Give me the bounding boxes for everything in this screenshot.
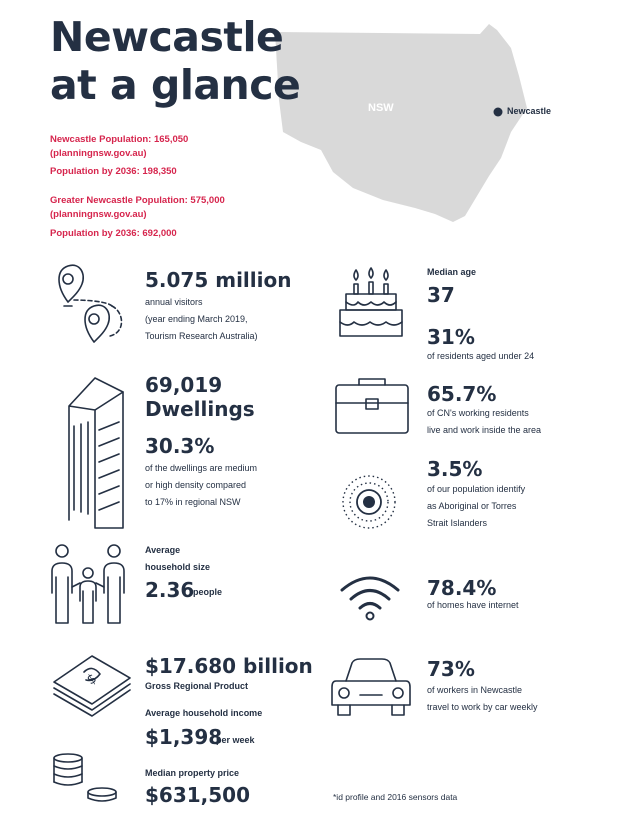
income-value: $1,398 xyxy=(145,725,223,749)
age-pct: 31% xyxy=(427,325,475,349)
target-icon xyxy=(337,470,401,534)
map-state-label: NSW xyxy=(368,102,394,114)
map-city-label: Newcastle xyxy=(507,106,552,116)
briefcase-icon xyxy=(333,375,411,437)
car-line2: travel to work by car weekly xyxy=(427,702,538,712)
dwellings-pct: 30.3% xyxy=(145,434,215,458)
aboriginal-line2: as Aboriginal or Torres xyxy=(427,501,517,511)
work-line1: of CN's working residents xyxy=(427,408,529,418)
population-line5: (planningnsw.gov.au) xyxy=(50,209,147,220)
internet-label: of homes have internet xyxy=(427,600,519,610)
internet-value: 78.4% xyxy=(427,576,497,600)
svg-text:$: $ xyxy=(84,671,100,689)
coins-icon xyxy=(50,752,120,802)
newcastle-dot xyxy=(494,108,503,117)
footnote: *id profile and 2016 sensors data xyxy=(333,792,458,802)
visitors-value: 5.075 million xyxy=(145,268,292,292)
population-line6: Population by 2036: 692,000 xyxy=(50,228,177,239)
age-pct-label: of residents aged under 24 xyxy=(427,351,535,361)
work-line2: live and work inside the area xyxy=(427,425,542,435)
age-label: Median age xyxy=(427,267,477,277)
household-value: 2.36 xyxy=(145,578,195,602)
grp-label: Gross Regional Product xyxy=(145,681,249,691)
population-line1: Newcastle Population: 165,050 xyxy=(50,134,189,145)
visitors-line3: Tourism Research Australia) xyxy=(145,331,258,341)
building-icon xyxy=(65,370,135,530)
age-value: 37 xyxy=(427,283,455,307)
location-pin-icon xyxy=(50,262,130,347)
visitors-line2: (year ending March 2019, xyxy=(145,314,248,324)
page-title-line2: at a glance xyxy=(50,61,301,109)
population-line4: Greater Newcastle Population: 575,000 xyxy=(50,195,225,206)
work-value: 65.7% xyxy=(427,382,497,406)
car-value: 73% xyxy=(427,657,475,681)
dwellings-line1: of the dwellings are medium xyxy=(145,463,258,473)
population-line3: Population by 2036: 198,350 xyxy=(50,166,177,177)
population-line2: (planningnsw.gov.au) xyxy=(50,148,147,159)
aboriginal-line3: Strait Islanders xyxy=(427,518,488,528)
aboriginal-line1: of our population identify xyxy=(427,484,526,494)
household-unit: people xyxy=(193,587,223,597)
visitors-line1: annual visitors xyxy=(145,297,203,307)
dwellings-line3: to 17% in regional NSW xyxy=(145,497,241,507)
household-line2: household size xyxy=(145,562,211,572)
page-title-line1: Newcastle xyxy=(50,13,284,61)
grp-value: $17.680 billion xyxy=(145,654,313,678)
wifi-icon xyxy=(338,572,402,622)
money-stack-icon xyxy=(50,652,135,717)
dwellings-value: 69,019 xyxy=(145,373,223,397)
property-label: Median property price xyxy=(145,768,240,778)
income-label: Average household income xyxy=(145,708,263,718)
dwellings-line2: or high density compared xyxy=(145,480,247,490)
dwellings-label: Dwellings xyxy=(145,397,255,421)
nsw-map xyxy=(275,20,575,225)
car-icon xyxy=(330,655,412,721)
aboriginal-value: 3.5% xyxy=(427,457,483,481)
household-line1: Average xyxy=(145,545,181,555)
car-line1: of workers in Newcastle xyxy=(427,685,523,695)
birthday-cake-icon xyxy=(336,262,406,342)
income-unit: per week xyxy=(216,735,255,745)
property-value: $631,500 xyxy=(145,783,251,807)
family-icon xyxy=(50,543,130,628)
